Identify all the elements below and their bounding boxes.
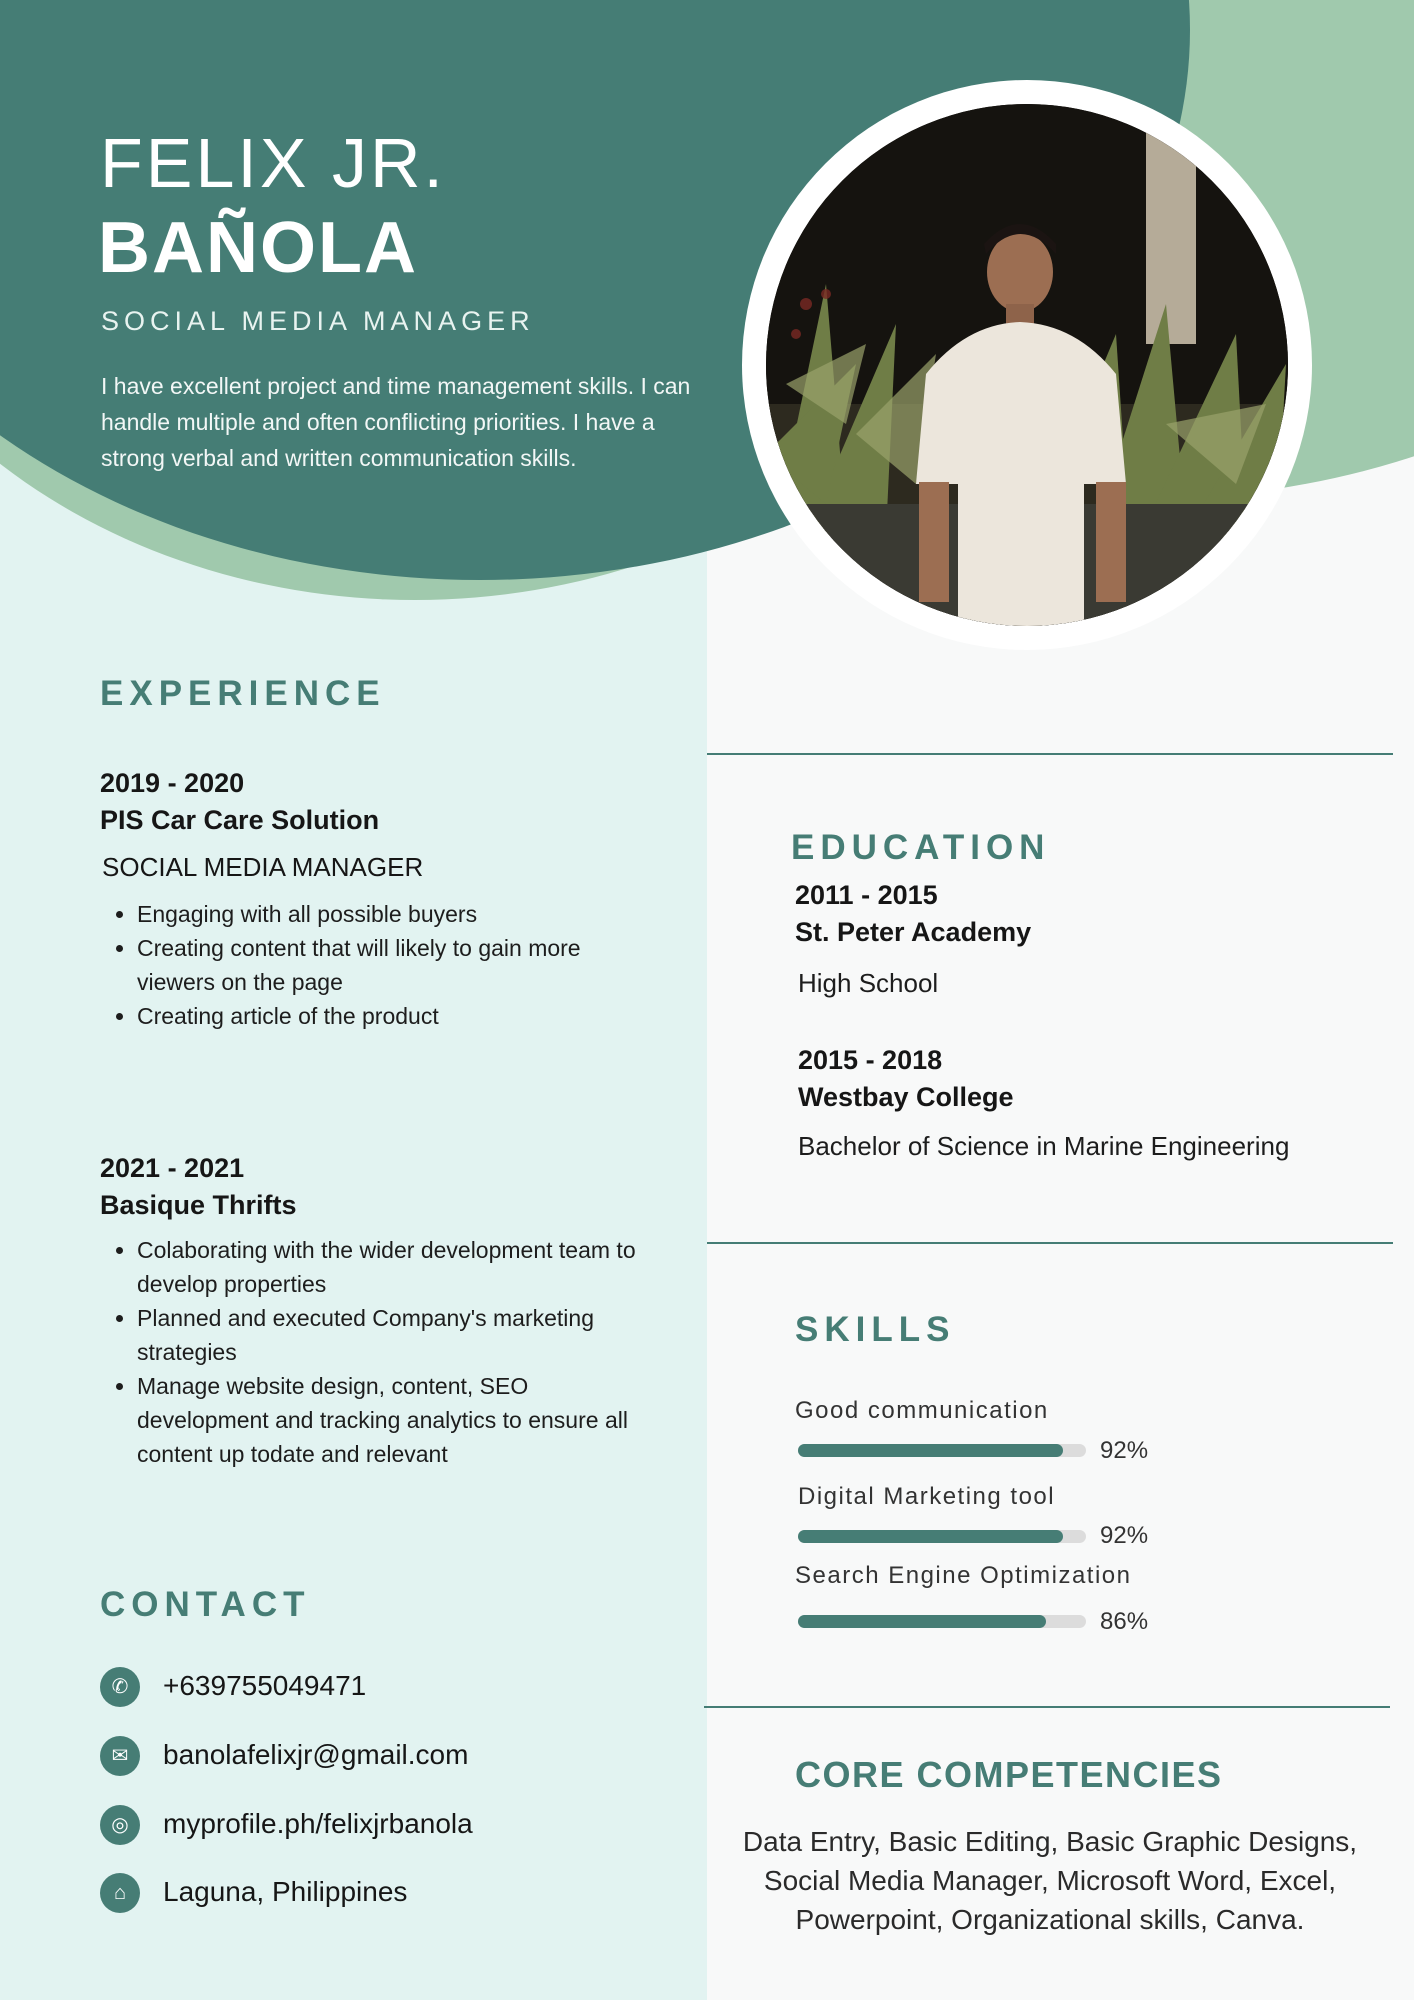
skill-label: Digital Marketing tool — [798, 1483, 1056, 1510]
home-icon: ⌂ — [100, 1873, 140, 1913]
education-period: 2011 - 2015 — [795, 880, 938, 910]
contact-heading: CONTACT — [100, 1585, 311, 1624]
education-degree: High School — [798, 968, 939, 998]
skill-percent: 92% — [1100, 1522, 1149, 1549]
education-heading: EDUCATION — [791, 828, 1051, 867]
contact-email[interactable]: banolafelixjr@gmail.com — [163, 1739, 469, 1770]
divider-line — [704, 1706, 1390, 1708]
contact-location: Laguna, Philippines — [163, 1876, 408, 1907]
experience-company: PIS Car Care Solution — [100, 805, 380, 835]
globe-icon: ◎ — [100, 1805, 140, 1845]
skill-percent: 86% — [1100, 1608, 1149, 1635]
skills-heading: SKILLS — [795, 1310, 956, 1349]
experience-bullets — [100, 897, 660, 1033]
experience-item-1 — [100, 768, 660, 1033]
skill-bar-track — [798, 1615, 1086, 1628]
last-name: BAÑOLA — [98, 208, 418, 288]
education-school: St. Peter Academy — [795, 917, 1032, 947]
experience-period: 2021 - 2021 — [100, 1153, 245, 1183]
skill-bar-track — [798, 1530, 1086, 1543]
education-school: Westbay College — [798, 1082, 1014, 1112]
education-item-1 — [795, 880, 1385, 999]
divider-line — [707, 753, 1393, 755]
phone-icon: ✆ — [100, 1667, 140, 1707]
education-item-2 — [798, 1045, 1388, 1162]
profile-photo — [766, 104, 1288, 626]
skill-bar-track — [798, 1444, 1086, 1457]
profile-photo-illustration — [766, 104, 1288, 626]
job-title: SOCIAL MEDIA MANAGER — [101, 306, 535, 336]
skill-bar-fill — [798, 1444, 1063, 1457]
experience-bullet: • Creating article of the product — [137, 999, 660, 1033]
experience-position: SOCIAL MEDIA MANAGER — [102, 852, 424, 882]
first-name: FELIX JR. — [100, 124, 446, 202]
profile-summary: I have excellent project and time management skills. I can handle multiple and often conflicting priorities. I have a strong verbal and written communication skills. — [101, 373, 691, 471]
contact-phone[interactable]: +639755049471 — [163, 1670, 367, 1701]
experience-heading: EXPERIENCE — [100, 674, 386, 713]
experience-bullet: • Creating content that will likely to gain more viewers on the page — [137, 931, 660, 999]
core-competencies-heading: CORE COMPETENCIES — [795, 1754, 1223, 1795]
experience-company: Basique Thrifts — [100, 1190, 297, 1220]
experience-bullet: • Colaborating with the wider development team to develop properties — [137, 1233, 660, 1301]
education-period: 2015 - 2018 — [798, 1045, 943, 1075]
experience-bullet: • Manage website design, content, SEO development and tracking analytics to ensure all content up todate and relevant — [137, 1369, 660, 1471]
mail-icon: ✉ — [100, 1736, 140, 1776]
experience-bullets — [100, 1233, 660, 1471]
experience-period: 2019 - 2020 — [100, 768, 245, 798]
experience-item-2 — [100, 1153, 660, 1471]
skill-percent: 92% — [1100, 1437, 1149, 1464]
divider-line — [707, 1242, 1393, 1244]
experience-bullet: • Planned and executed Company's marketing strategies — [137, 1301, 660, 1369]
skill-label: Search Engine Optimization — [795, 1562, 1132, 1589]
skill-bar-fill — [798, 1530, 1063, 1543]
education-degree: Bachelor of Science in Marine Engineering — [798, 1131, 1290, 1161]
core-competencies-text: Data Entry, Basic Editing, Basic Graphic Designs, Social Media Manager, Microsoft Word, Excel, Powerpoint, Organizational skills, Canva. — [742, 1826, 1358, 1935]
skill-bar-fill — [798, 1615, 1046, 1628]
skill-label: Good communication — [795, 1397, 1049, 1424]
contact-website[interactable]: myprofile.ph/felixjrbanola — [163, 1808, 473, 1839]
experience-bullet: • Engaging with all possible buyers — [137, 897, 660, 931]
